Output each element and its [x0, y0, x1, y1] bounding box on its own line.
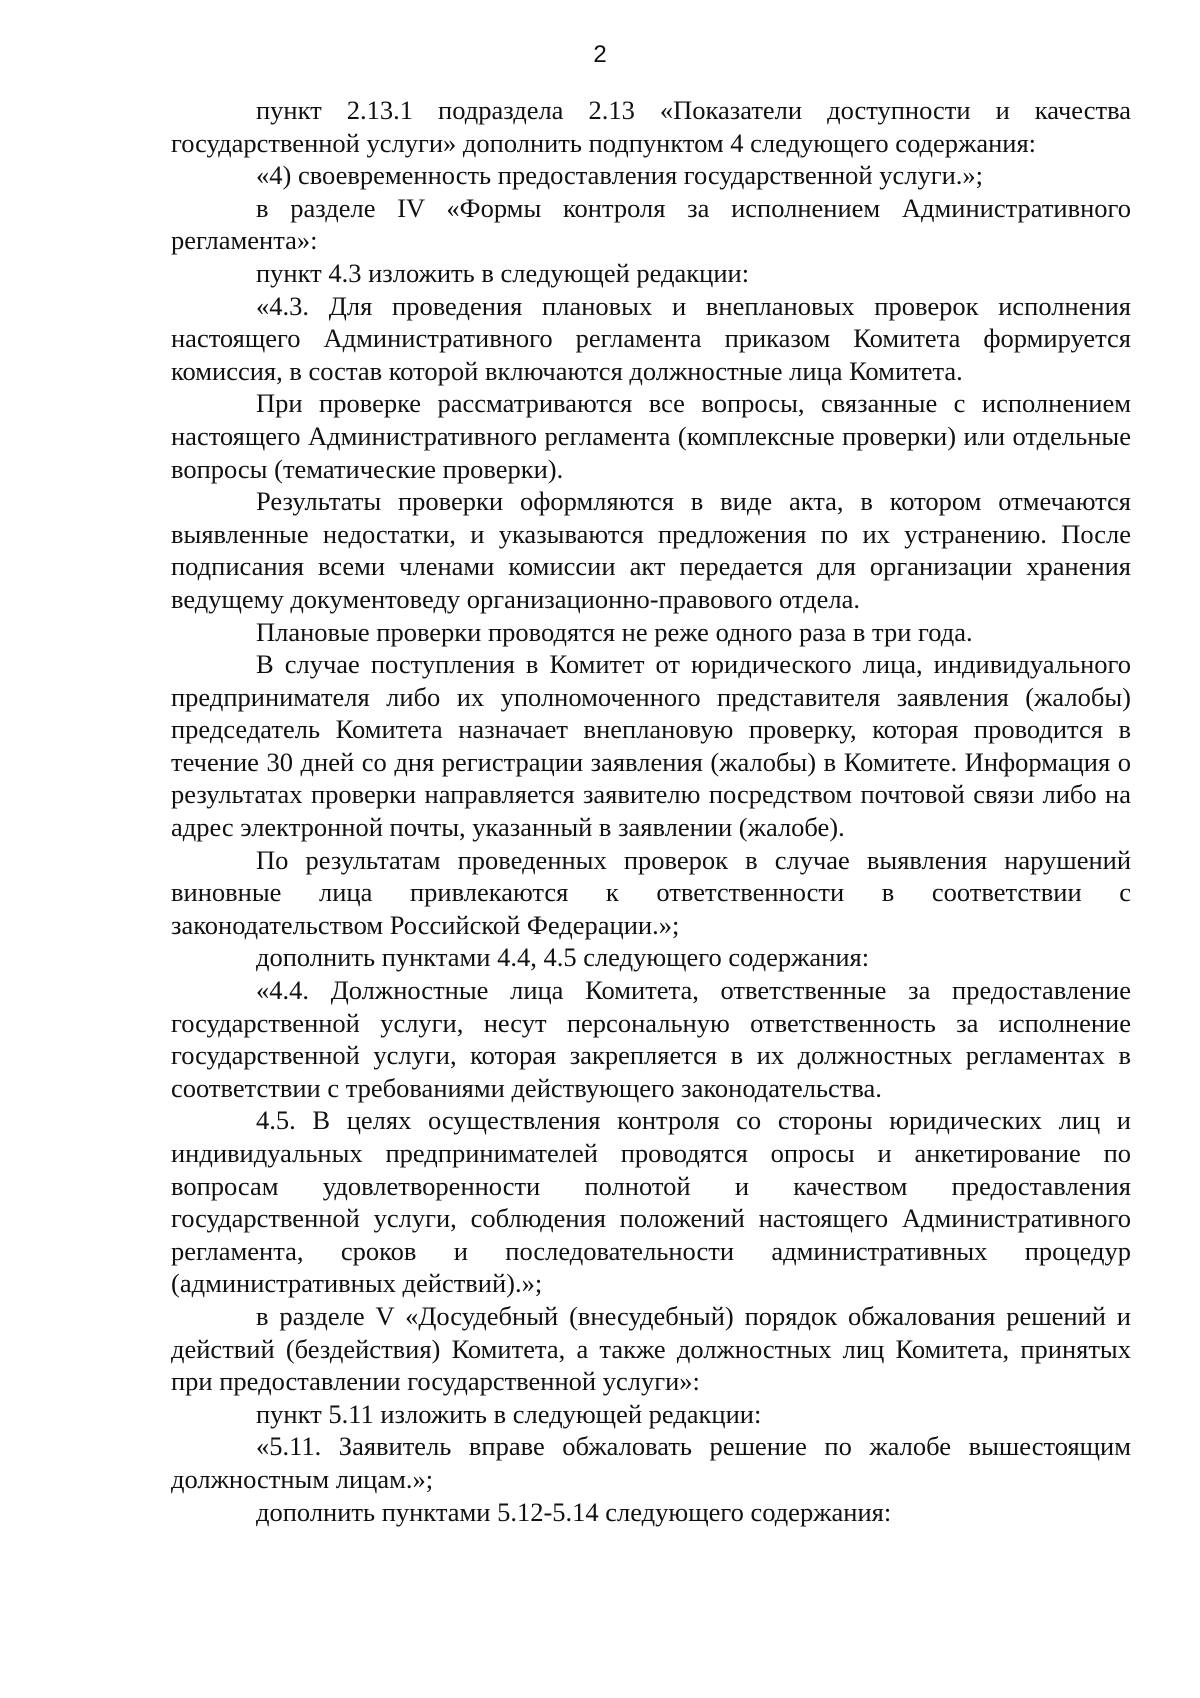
paragraph: в разделе V «Досудебный (внесудебный) порядок обжалования решений и действий (бездействия) Комитета, а также должностных лиц Комитета, принятых при предоставлении государственной услуги»:: [171, 1300, 1131, 1397]
paragraph: «5.11. Заявитель вправе обжаловать решение по жалобе вышестоящим должностным лицам.»;: [171, 1431, 1131, 1494]
paragraph: «4.4. Должностные лица Комитета, ответственные за предоставление государственной услуги, несут персональную ответственность за исполнение государственной услуги, которая закрепляется в их должностных регламентах в соответствии с требованиями действующего законодательства.: [171, 975, 1131, 1103]
page-number: 2: [593, 41, 607, 68]
paragraph: «4.3. Для проведения плановых и внеплановых проверок исполнения настоящего Административного регламента приказом Комитета формируется комиссия, в состав которой включаются должностные лица Комитета.: [171, 290, 1131, 386]
paragraph: Результаты проверки оформляются в виде акта, в котором отмечаются выявленные недостатки, и указываются предложения по их устранению. После подписания всеми членами комиссии акт передается для организации хранения ведущему документоведу организационно-правового отдела.: [171, 486, 1131, 614]
paragraph: пункт 5.11 изложить в следующей редакции:: [256, 1398, 762, 1429]
document-body: [171, 94, 1131, 1528]
paragraph: пункт 2.13.1 подраздела 2.13 «Показатели доступности и качества государственной услуги» дополнить подпунктом 4 следующего содержания:: [171, 95, 1131, 158]
paragraph: в разделе IV «Формы контроля за исполнением Административного регламента»:: [171, 192, 1131, 256]
paragraph: При проверке рассматриваются все вопросы, связанные с исполнением настоящего Административного регламента (комплексные проверки) или отдельные вопросы (тематические проверки).: [171, 388, 1131, 484]
paragraph: дополнить пунктами 5.12-5.14 следующего содержания:: [256, 1496, 892, 1527]
paragraph: 4.5. В целях осуществления контроля со стороны юридических лиц и индивидуальных предпринимателей проводятся опросы и анкетирование по вопросам удовлетворенности полнотой и качеством предоставления государственной услуги, соблюдения положений настоящего Административного регламента, сроков и последовательности административных процедур (административных действий).»;: [171, 1105, 1131, 1299]
paragraph: В случае поступления в Комитет от юридического лица, индивидуального предпринимателя либо их уполномоченного представителя заявления (жалобы) председатель Комитета назначает внеплановую проверку, которая проводится в течение 30 дней со дня регистрации заявления (жалобы) в Комитете. Информация о результатах проверки направляется заявителю посредством почтовой связи либо на адрес электронной почты, указанный в заявлении (жалобе).: [171, 649, 1131, 843]
paragraph: По результатам проведенных проверок в случае выявления нарушений виновные лица привлекаются к ответственности в соответствии с законодательством Российской Федерации.»;: [171, 844, 1131, 940]
paragraph: пункт 4.3 изложить в следующей редакции:: [256, 257, 750, 288]
paragraph: Плановые проверки проводятся не реже одного раза в три года.: [256, 616, 973, 647]
paragraph: «4) своевременность предоставления государственной услуги.»;: [256, 160, 984, 191]
paragraph: дополнить пунктами 4.4, 4.5 следующего содержания:: [256, 942, 870, 973]
